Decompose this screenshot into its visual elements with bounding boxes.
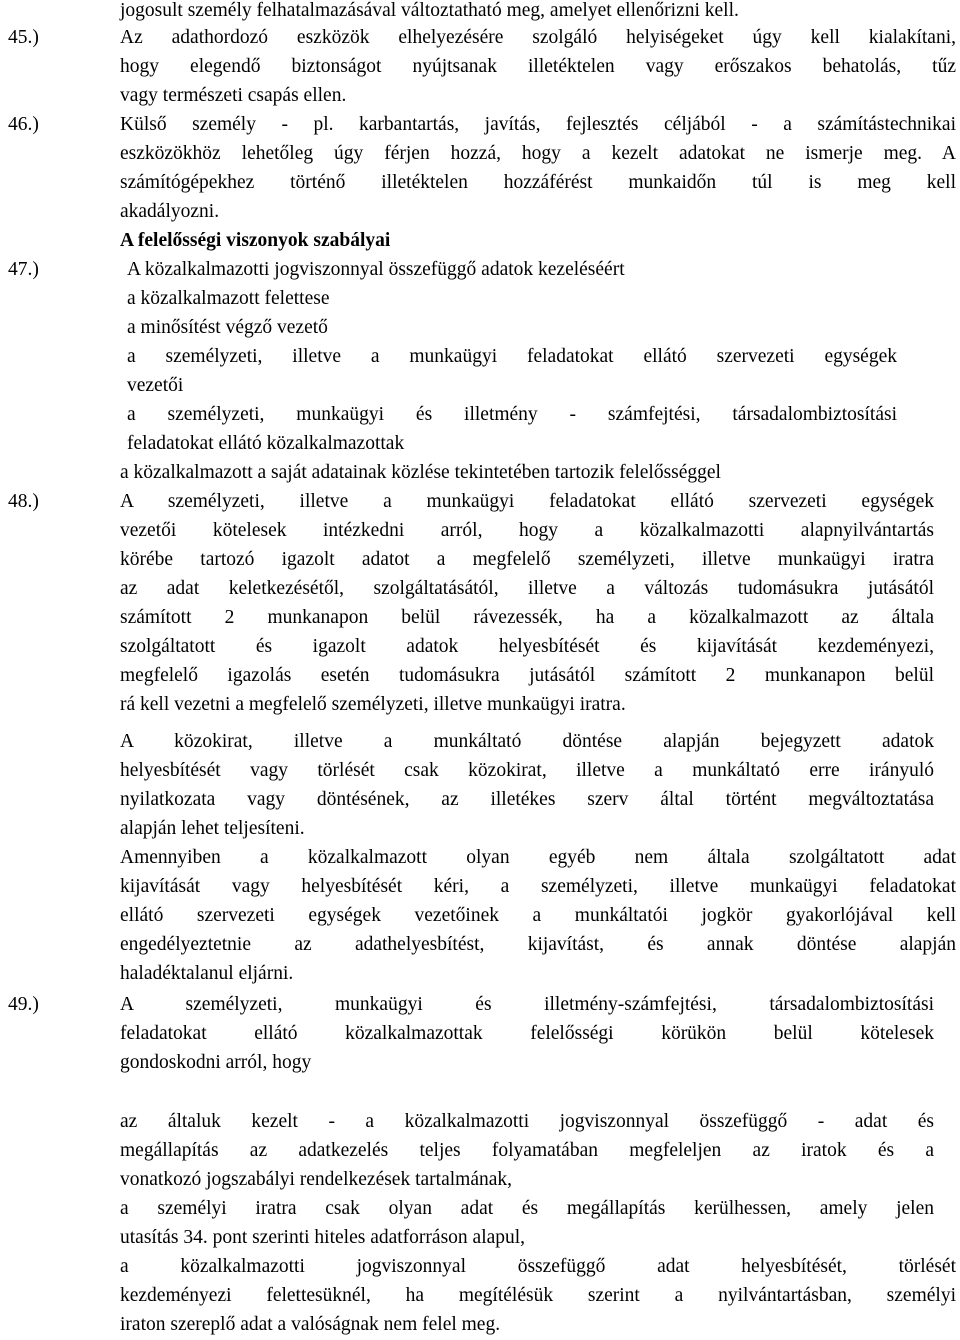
text-line: alapján lehet teljesíteni.	[120, 818, 305, 839]
text-line: rá kell vezetni a megfelelő személyzeti, illetve munkaügyi iratra.	[120, 694, 626, 715]
section-heading: A felelősségi viszonyok szabályai	[120, 230, 391, 251]
text-line: helyesbítését vagy törlését csak közokirat, illetve a munkáltató erre irányuló	[120, 760, 934, 781]
item-number-48: 48.)	[8, 491, 39, 512]
text-line: Külső személy - pl. karbantartás, javítás, fejlesztés céljából - a számítástechnikai	[120, 114, 956, 135]
text-line: engedélyeztetnie az adathelyesbítést, kijavítást, és annak döntése alapján	[120, 934, 956, 955]
text-line: a minősítést végző vezető	[127, 317, 328, 338]
text-line: megállapítás az adatkezelés teljes folyamatában megfeleljen az iratok és a	[120, 1140, 934, 1161]
text-line: Amennyiben a közalkalmazott olyan egyéb nem általa szolgáltatott adat	[120, 847, 956, 868]
text-line: iraton szereplő adat a valóságnak nem felel meg.	[120, 1314, 501, 1335]
text-line: az általuk kezelt - a közalkalmazotti jogviszonnyal összefüggő - adat és	[120, 1111, 934, 1132]
text-line: vezetői	[127, 375, 184, 396]
text-line: A személyzeti, munkaügyi és illetmény-számfejtési, társadalombiztosítási	[120, 994, 934, 1015]
text-line: megfelelő igazolás esetén tudomásukra jutásától számított 2 munkanapon belül	[120, 665, 934, 686]
text-line: nyilatkozata vagy döntésének, az illetékes szerv által történt megváltoztatása	[120, 789, 934, 810]
text-line: ellátó szervezeti egységek vezetőinek a munkáltatói jogkör gyakorlójával kell	[120, 905, 956, 926]
text-line: A személyzeti, illetve a munkaügyi feladatokat ellátó szervezeti egységek	[120, 491, 934, 512]
text-line: Az adathordozó eszközök elhelyezésére szolgáló helyiségeket úgy kell kialakítani,	[120, 27, 956, 48]
item-number-49: 49.)	[8, 994, 39, 1015]
text-line: a személyzeti, munkaügyi és illetmény - számfejtési, társadalombiztosítási	[127, 404, 897, 425]
text-line: számított 2 munkanapon belül rávezessék, ha a közalkalmazott az általa	[120, 607, 934, 628]
text-line: számítógépekhez történő illetéktelen hozzáférést munkaidőn túl is meg kell	[120, 172, 956, 193]
text-line: akadályozni.	[120, 201, 220, 222]
text-line: eszközökhöz lehetőleg úgy férjen hozzá, hogy a kezelt adatokat ne ismerje meg. A	[120, 143, 956, 164]
text-line: gondoskodni arról, hogy	[120, 1052, 312, 1073]
text-line: az adat keletkezésétől, szolgáltatásától, illetve a változás tudomásukra jutásától	[120, 578, 934, 599]
text-line: haladéktalanul eljárni.	[120, 963, 294, 984]
text-line: vonatkozó jogszabályi rendelkezések tartalmának,	[120, 1169, 512, 1190]
text-line: vezetői kötelesek intézkedni arról, hogy a közalkalmazotti alapnyilvántartás	[120, 520, 934, 541]
text-line: kezdeményezi felettesüknél, ha megítélésük szerint a nyilvántartásban, személyi	[120, 1285, 956, 1306]
item-number-46: 46.)	[8, 114, 39, 135]
text-line: a közalkalmazott felettese	[127, 288, 330, 309]
item-number-47: 47.)	[8, 259, 39, 280]
item-number-45: 45.)	[8, 27, 39, 48]
text-line: A közokirat, illetve a munkáltató döntése alapján bejegyzett adatok	[120, 731, 934, 752]
text-line: feladatokat ellátó közalkalmazottak felelősségi körükön belül kötelesek	[120, 1023, 934, 1044]
text-line: a közalkalmazotti jogviszonnyal összefüggő adat helyesbítését, törlését	[120, 1256, 956, 1277]
text-line: A közalkalmazotti jogviszonnyal összefüggő adatok kezeléséért	[127, 259, 625, 280]
text-line: jogosult személy felhatalmazásával változtatható meg, amelyet ellenőrizni kell.	[120, 0, 739, 21]
text-line: körébe tartozó igazolt adatot a megfelelő személyzeti, illetve munkaügyi iratra	[120, 549, 934, 570]
text-line: a személyzeti, illetve a munkaügyi feladatokat ellátó szervezeti egységek	[127, 346, 897, 367]
text-line: vagy természeti csapás ellen.	[120, 85, 347, 106]
text-line: a személyi iratra csak olyan adat és megállapítás kerülhessen, amely jelen	[120, 1198, 934, 1219]
text-line: feladatokat ellátó közalkalmazottak	[127, 433, 405, 454]
text-line: a közalkalmazott a saját adatainak közlése tekintetében tartozik felelősséggel	[120, 462, 721, 483]
text-line: kijavítását vagy helyesbítését kéri, a személyzeti, illetve munkaügyi feladatokat	[120, 876, 956, 897]
text-line: utasítás 34. pont szerinti hiteles adatforráson alapul,	[120, 1227, 526, 1248]
text-line: szolgáltatott és igazolt adatok helyesbítését és kijavítását kezdeményezi,	[120, 636, 934, 657]
text-line: hogy elegendő biztonságot nyújtsanak illetéktelen vagy erőszakos behatolás, tűz	[120, 56, 956, 77]
